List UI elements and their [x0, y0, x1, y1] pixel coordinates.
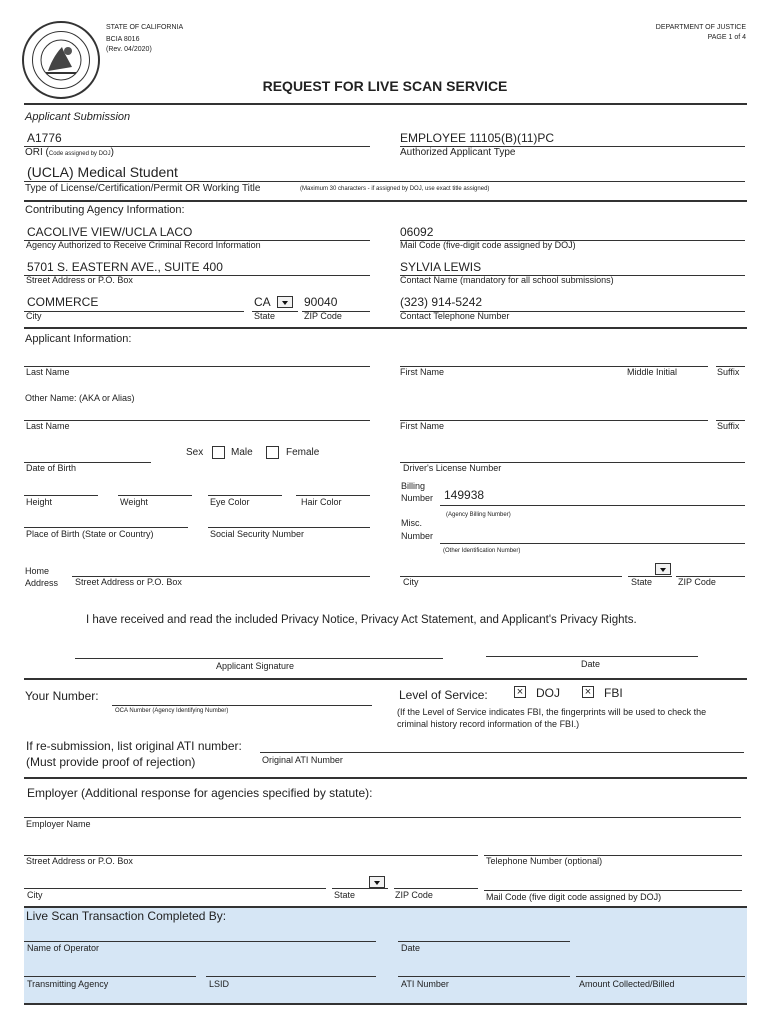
section-employer: Employer (Additional response for agencies specified by statute):	[27, 786, 373, 800]
zip-label: ZIP Code	[304, 311, 342, 321]
home-zip-label: ZIP Code	[678, 577, 716, 587]
drivers-license-label: Driver's License Number	[403, 463, 502, 473]
resubmission-line-1: If re-submission, list original ATI number:	[26, 739, 242, 753]
home-label-1: Home	[25, 566, 50, 576]
page-title: REQUEST FOR LIVE SCAN SERVICE	[262, 78, 508, 94]
divider	[24, 103, 747, 105]
female-checkbox[interactable]	[266, 446, 279, 459]
contact-value[interactable]: SYLVIA LEWIS	[400, 260, 482, 274]
employer-phone-label: Telephone Number (optional)	[486, 856, 603, 866]
state-name: STATE OF CALIFORNIA	[106, 24, 184, 31]
license-label: Type of License/Certification/Permit OR Working Title	[25, 183, 261, 194]
employer-zip-label: ZIP Code	[395, 890, 433, 900]
page-number: PAGE 1 of 4	[707, 34, 746, 41]
level-of-service-label: Level of Service:	[399, 688, 488, 702]
applicant-type-value[interactable]: EMPLOYEE 11105(B)(11)PC	[400, 131, 555, 145]
form-id: BCIA 8016	[106, 36, 140, 43]
section-applicant-submission: Applicant Submission	[25, 111, 131, 123]
first-name-label: First Name	[400, 367, 445, 377]
city-value[interactable]: COMMERCE	[27, 295, 99, 309]
fbi-note-1: (If the Level of Service indicates FBI, the fingerprints will be used to check the	[397, 707, 707, 717]
street-label: Street Address or P.O. Box	[26, 275, 133, 285]
state-value[interactable]: CA	[254, 295, 271, 309]
agency-label: Agency Authorized to Receive Criminal Record Information	[26, 240, 261, 250]
employer-state-label: State	[334, 890, 356, 900]
your-number-label: Your Number:	[25, 689, 99, 703]
signature-label: Applicant Signature	[216, 661, 295, 671]
billing-note: (Agency Billing Number)	[446, 512, 511, 518]
eye-color-label: Eye Color	[210, 497, 250, 507]
state-label: State	[254, 311, 276, 321]
license-note: (Maximum 30 characters - if assigned by DOJ, use exact title assigned)	[300, 186, 490, 192]
contact-label: Contact Name (mandatory for all school submissions)	[400, 275, 614, 285]
other-name-label: Other Name: (AKA or Alias)	[25, 393, 135, 403]
sex-label: Sex	[186, 447, 204, 458]
other-first-name-label: First Name	[400, 421, 445, 431]
billing-label-2: Number	[401, 493, 434, 503]
fbi-note-2: criminal history record information of the FBI.)	[397, 719, 580, 729]
live-scan-date-label: Date	[401, 943, 421, 953]
last-name-label: Last Name	[26, 367, 70, 377]
hair-color-label: Hair Color	[301, 497, 342, 507]
applicant-type-label: Authorized Applicant Type	[400, 147, 516, 158]
misc-label-1: Misc.	[401, 518, 422, 528]
doj-label: DOJ	[536, 686, 560, 700]
pob-label: Place of Birth (State or Country)	[26, 529, 154, 539]
license-value[interactable]: (UCLA) Medical Student	[27, 164, 178, 180]
billing-label-1: Billing	[401, 481, 426, 491]
city-label: City	[26, 311, 42, 321]
section-live-scan: Live Scan Transaction Completed By:	[26, 909, 227, 923]
middle-initial-label: Middle Initial	[627, 367, 678, 377]
home-label-2: Address	[25, 578, 59, 588]
operator-label: Name of Operator	[27, 943, 100, 953]
employer-street-label: Street Address or P.O. Box	[26, 856, 133, 866]
ati-number-label: ATI Number	[401, 979, 449, 989]
mail-code-value[interactable]: 06092	[400, 225, 434, 239]
employer-city-label: City	[27, 890, 43, 900]
height-label: Height	[26, 497, 53, 507]
other-last-name-label: Last Name	[26, 421, 70, 431]
amount-label: Amount Collected/Billed	[579, 979, 675, 989]
oca-label: OCA Number (Agency Identifying Number)	[115, 708, 229, 714]
ori-value[interactable]: A1776	[27, 131, 62, 145]
state-dropdown[interactable]	[277, 296, 293, 308]
other-suffix-label: Suffix	[717, 421, 740, 431]
transmitting-agency-label: Transmitting Agency	[27, 979, 109, 989]
phone-value[interactable]: (323) 914-5242	[400, 295, 483, 309]
resubmission-line-2: (Must provide proof of rejection)	[26, 755, 196, 769]
home-state-dropdown[interactable]	[655, 563, 671, 575]
male-checkbox[interactable]	[212, 446, 225, 459]
phone-label: Contact Telephone Number	[400, 311, 510, 321]
misc-note: (Other Identification Number)	[443, 548, 521, 554]
agency-value[interactable]: CACOLIVE VIEW/UCLA LACO	[27, 225, 193, 239]
employer-state-dropdown[interactable]	[369, 876, 385, 888]
suffix-label: Suffix	[717, 367, 740, 377]
billing-value[interactable]: 149938	[444, 488, 485, 502]
fbi-checkbox[interactable]: ×	[582, 686, 594, 698]
employer-mail-code-label: Mail Code (five digit code assigned by DOJ)	[486, 892, 662, 902]
male-label: Male	[231, 447, 253, 458]
misc-label-2: Number	[401, 531, 434, 541]
home-street-label: Street Address or P.O. Box	[75, 577, 182, 587]
female-label: Female	[286, 447, 320, 458]
dob-label: Date of Birth	[26, 463, 77, 473]
original-ati-label: Original ATI Number	[262, 755, 343, 765]
home-state-label: State	[631, 577, 653, 587]
section-applicant-info: Applicant Information:	[25, 333, 132, 345]
employer-name-label: Employer Name	[26, 819, 91, 829]
doj-checkbox[interactable]: ×	[514, 686, 526, 698]
ori-label: ORI (Code assigned by DOJ)	[25, 147, 114, 158]
mail-code-label: Mail Code (five-digit code assigned by DOJ)	[400, 240, 576, 250]
home-city-label: City	[403, 577, 419, 587]
signature-date-label: Date	[581, 659, 601, 669]
fbi-label: FBI	[604, 686, 623, 700]
weight-label: Weight	[120, 497, 148, 507]
street-value[interactable]: 5701 S. EASTERN AVE., SUITE 400	[27, 260, 223, 274]
form-revision: (Rev. 04/2020)	[106, 46, 152, 53]
section-contributing-agency: Contributing Agency Information:	[25, 204, 185, 216]
lsid-label: LSID	[209, 979, 230, 989]
zip-value[interactable]: 90040	[304, 295, 338, 309]
privacy-statement: I have received and read the included Privacy Notice, Privacy Act Statement, and Applicant's Privacy Rights.	[86, 614, 637, 626]
department-name: DEPARTMENT OF JUSTICE	[655, 24, 746, 31]
ssn-label: Social Security Number	[210, 529, 305, 539]
